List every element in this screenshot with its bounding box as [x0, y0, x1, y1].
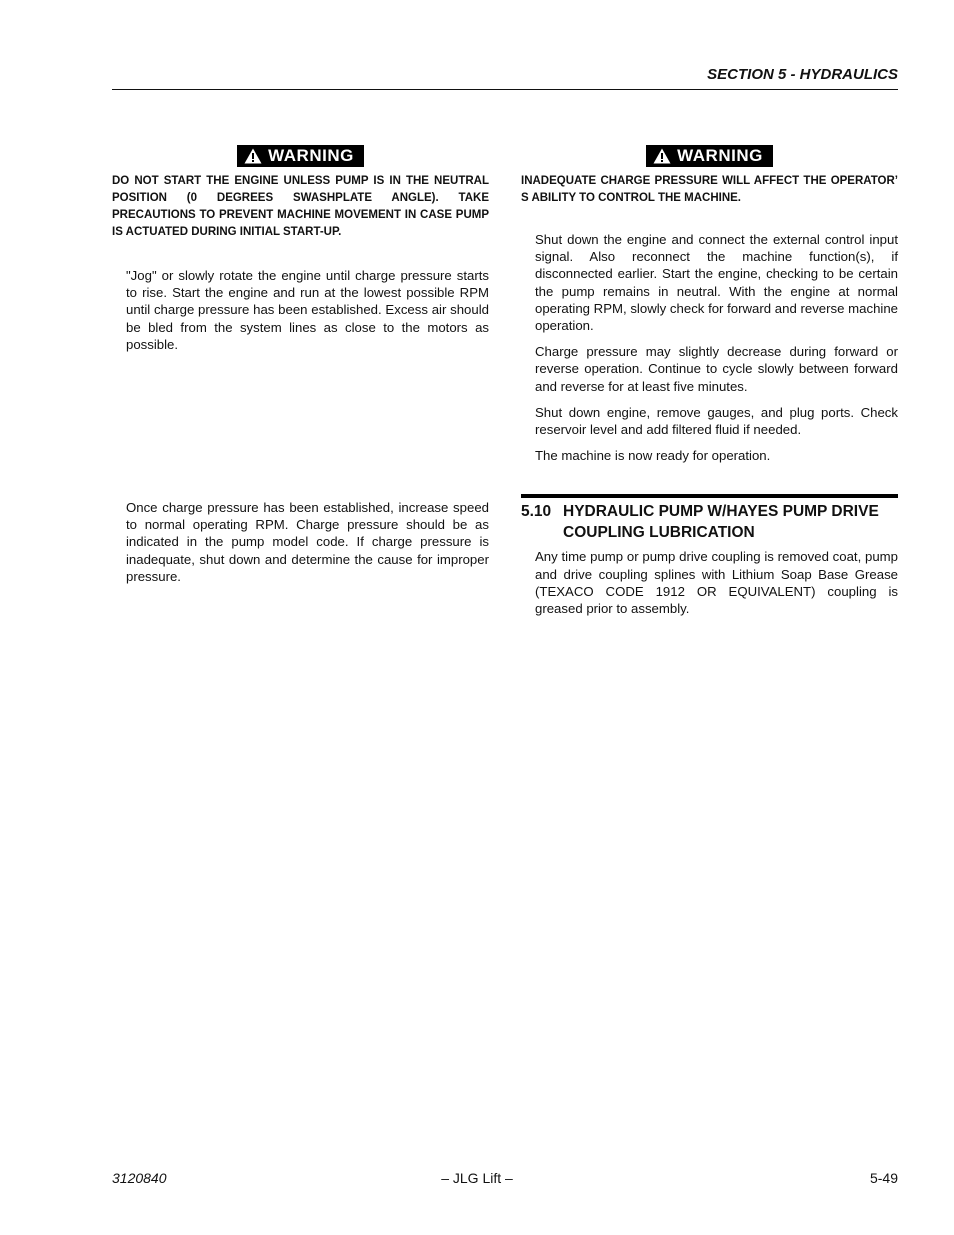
- warning-text-right: INADEQUATE CHARGE PRESSURE WILL AFFECT THE OPERATOR’ S ABILITY TO CONTROL THE MACHINE.: [521, 175, 898, 204]
- section-title: HYDRAULIC PUMP W/HAYES PUMP DRIVE COUPLING LUBRICATION: [563, 503, 879, 542]
- section-heading: [521, 501, 898, 543]
- page-header-title: SECTION 5 - HYDRAULICS: [707, 66, 898, 83]
- right-column: [521, 145, 898, 626]
- warning-banner-right: [521, 145, 898, 167]
- warning-banner-left: [112, 145, 489, 167]
- footer-doc-number: 3120840: [112, 1170, 167, 1186]
- warning-badge: [646, 145, 773, 167]
- warning-label: WARNING: [268, 146, 354, 165]
- paragraph-charge: Charge pressure may slightly decrease during forward or reverse operation. Continue to cycle slowly between forward and reverse for at least five minutes.: [535, 344, 898, 394]
- paragraph-gauges: Shut down engine, remove gauges, and plug ports. Check reservoir level and add filtered fluid if needed.: [535, 404, 898, 438]
- warning-badge: [237, 145, 364, 167]
- warning-triangle-icon: [653, 148, 671, 164]
- paragraph-jog: "Jog" or slowly rotate the engine until charge pressure starts to rise. Start the engine and run at the lowest possible RPM until charge pressure has been established. Excess air should be bled from the system lines as close to the motors as possible.: [126, 268, 489, 352]
- paragraph-coupling: Any time pump or pump drive coupling is removed coat, pump and drive coupling splines with Lithium Soap Base Grease (TEXACO CODE 1912 OR EQUIVALENT) coupling is greased prior to assembly.: [535, 549, 898, 617]
- warning-triangle-icon: [244, 148, 262, 164]
- paragraph-once: Once charge pressure has been established, increase speed to normal operating RPM. Charge pressure should be as indicated in the pump model code. If charge pressure is inadequate, shut down and determine the cause for improper pressure.: [126, 500, 489, 584]
- section-divider: [521, 494, 898, 498]
- footer-page-number: 5-49: [869, 1170, 898, 1186]
- section-number: 5.10: [521, 503, 552, 521]
- left-column: [112, 145, 489, 584]
- header-divider: [112, 89, 898, 90]
- paragraph-shutdown: Shut down the engine and connect the external control input signal. Also reconnect the machine function(s), if disconnected earlier. Start the engine, checking to be certain the pump remains in neutral. With the engine at normal operating RPM, slowly check for forward and reverse machine operation.: [535, 232, 898, 334]
- warning-label: WARNING: [677, 146, 763, 165]
- warning-text-left: DO NOT START THE ENGINE UNLESS PUMP IS IN THE NEUTRAL POSITION (0 DEGREES SWASHPLATE ANGLE). TAKE PRECAUTIONS TO PREVENT MACHINE MOVEMENT IN CASE PUMP IS ACTUATED DURING INITIAL START-UP.: [112, 175, 489, 238]
- paragraph-ready: The machine is now ready for operation.: [535, 448, 771, 464]
- footer-center-text: – JLG Lift –: [441, 1170, 513, 1186]
